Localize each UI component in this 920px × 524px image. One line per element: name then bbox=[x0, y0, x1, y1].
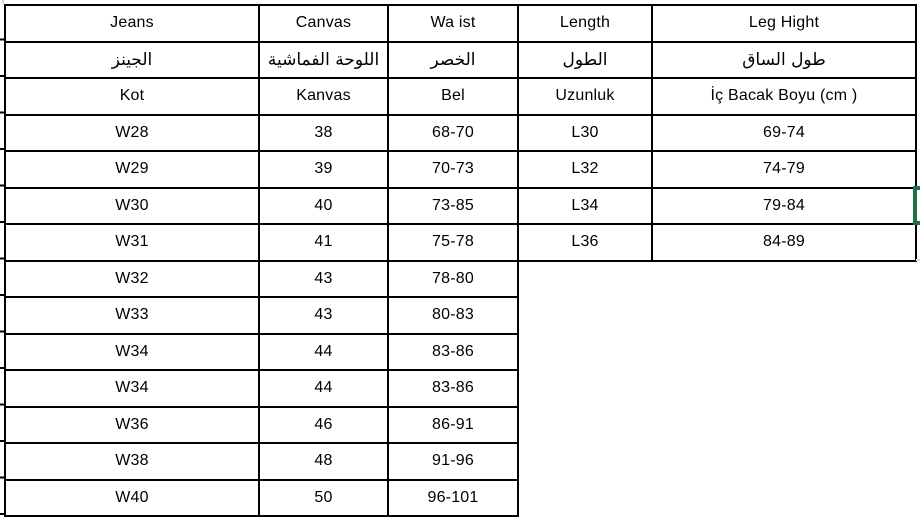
table-row bbox=[518, 188, 916, 225]
table-cell[interactable]: L36 bbox=[518, 224, 652, 261]
table-cell[interactable]: W34 bbox=[5, 370, 259, 407]
table-cell[interactable]: الجينز bbox=[5, 42, 259, 79]
table-cell[interactable]: Jeans bbox=[5, 5, 259, 42]
table-cell[interactable]: W32 bbox=[5, 261, 259, 298]
table-cell[interactable]: الطول bbox=[518, 42, 652, 79]
table-cell[interactable]: 83-86 bbox=[388, 370, 518, 407]
table-cell[interactable]: 86-91 bbox=[388, 407, 518, 444]
table-row bbox=[518, 151, 916, 188]
table-cell[interactable]: Kanvas bbox=[259, 78, 388, 115]
table-row bbox=[5, 407, 518, 444]
table-row bbox=[5, 443, 518, 480]
table-cell[interactable]: 73-85 bbox=[388, 188, 518, 225]
table-cell[interactable]: Kot bbox=[5, 78, 259, 115]
table-cell[interactable]: 40 bbox=[259, 188, 388, 225]
table-cell[interactable]: 46 bbox=[259, 407, 388, 444]
gridline-stub-corner bbox=[916, 259, 920, 261]
table-cell[interactable]: W36 bbox=[5, 407, 259, 444]
table-cell[interactable]: 39 bbox=[259, 151, 388, 188]
table-cell[interactable]: 44 bbox=[259, 370, 388, 407]
header-row bbox=[5, 42, 518, 79]
length-size-table bbox=[517, 4, 917, 262]
table-cell[interactable]: L34 bbox=[518, 188, 652, 225]
table-row bbox=[5, 334, 518, 371]
table-cell[interactable]: W28 bbox=[5, 115, 259, 152]
table-cell[interactable]: 75-78 bbox=[388, 224, 518, 261]
table-cell[interactable]: Uzunluk bbox=[518, 78, 652, 115]
table-cell[interactable]: 38 bbox=[259, 115, 388, 152]
table-cell[interactable]: 96-101 bbox=[388, 480, 518, 517]
table-cell[interactable]: Bel bbox=[388, 78, 518, 115]
table-cell[interactable]: Leg Hight bbox=[652, 5, 916, 42]
table-cell[interactable]: W30 bbox=[5, 188, 259, 225]
table-row bbox=[518, 115, 916, 152]
table-row bbox=[5, 297, 518, 334]
table-cell[interactable]: 74-79 bbox=[652, 151, 916, 188]
table-row bbox=[5, 370, 518, 407]
table-cell[interactable]: W38 bbox=[5, 443, 259, 480]
table-row bbox=[5, 480, 518, 517]
table-cell[interactable]: W31 bbox=[5, 224, 259, 261]
table-cell[interactable]: İç Bacak Boyu (cm ) bbox=[652, 78, 916, 115]
header-row bbox=[518, 42, 916, 79]
table-cell[interactable]: L32 bbox=[518, 151, 652, 188]
table-cell[interactable]: اللوحة الفماشية bbox=[259, 42, 388, 79]
table-cell[interactable]: Wa ist bbox=[388, 5, 518, 42]
table-row bbox=[5, 115, 518, 152]
table-cell[interactable]: 69-74 bbox=[652, 115, 916, 152]
header-row bbox=[5, 5, 518, 42]
table-cell[interactable]: W29 bbox=[5, 151, 259, 188]
table-cell[interactable]: 68-70 bbox=[388, 115, 518, 152]
table-row bbox=[5, 151, 518, 188]
table-cell[interactable]: 91-96 bbox=[388, 443, 518, 480]
table-cell[interactable]: 84-89 bbox=[652, 224, 916, 261]
header-row bbox=[518, 78, 916, 115]
selected-cell-border bbox=[913, 186, 920, 225]
table-cell[interactable]: 80-83 bbox=[388, 297, 518, 334]
table-cell[interactable]: W40 bbox=[5, 480, 259, 517]
table-cell[interactable]: طول الساق bbox=[652, 42, 916, 79]
table-cell[interactable]: 41 bbox=[259, 224, 388, 261]
table-cell[interactable]: 79-84 bbox=[652, 188, 916, 225]
table-row bbox=[5, 188, 518, 225]
table-row bbox=[518, 224, 916, 261]
header-row bbox=[5, 78, 518, 115]
table-cell[interactable]: 50 bbox=[259, 480, 388, 517]
table-cell[interactable]: 48 bbox=[259, 443, 388, 480]
jeans-size-table bbox=[4, 4, 519, 517]
table-cell[interactable]: 70-73 bbox=[388, 151, 518, 188]
table-row bbox=[5, 224, 518, 261]
table-cell[interactable]: Length bbox=[518, 5, 652, 42]
header-row bbox=[518, 5, 916, 42]
jeans-size-table-body bbox=[5, 5, 518, 516]
table-cell[interactable]: 43 bbox=[259, 297, 388, 334]
table-cell[interactable]: 43 bbox=[259, 261, 388, 298]
table-cell[interactable]: W33 bbox=[5, 297, 259, 334]
table-cell[interactable]: 44 bbox=[259, 334, 388, 371]
length-size-table-body bbox=[518, 5, 916, 261]
table-cell[interactable]: W34 bbox=[5, 334, 259, 371]
table-cell[interactable]: 83-86 bbox=[388, 334, 518, 371]
table-cell[interactable]: Canvas bbox=[259, 5, 388, 42]
table-cell[interactable]: الخصر bbox=[388, 42, 518, 79]
table-row bbox=[5, 261, 518, 298]
table-cell[interactable]: 78-80 bbox=[388, 261, 518, 298]
table-cell[interactable]: L30 bbox=[518, 115, 652, 152]
